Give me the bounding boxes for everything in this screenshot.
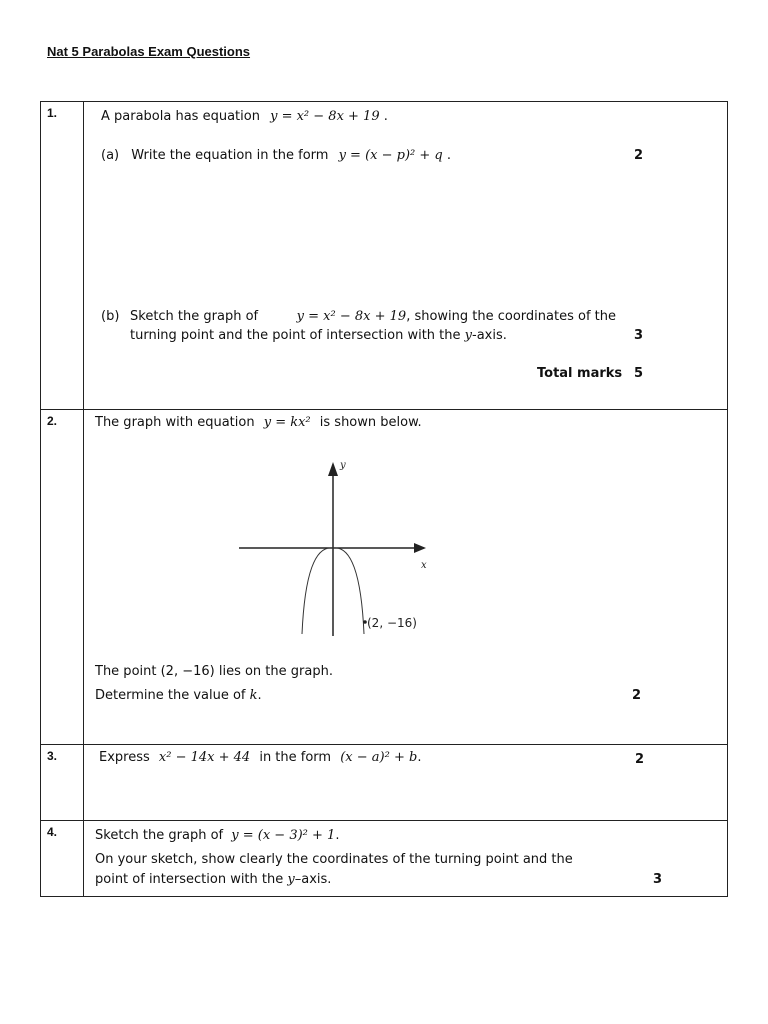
q1-intro-text: A parabola has equation: [101, 109, 260, 124]
q1-part-b-text-3a: turning point and the point of intersection with the: [130, 328, 461, 343]
graph-y-axis-arrow: [328, 462, 338, 476]
graph-point-label: (2, −16): [367, 616, 417, 630]
graph-x-axis-arrow: [414, 543, 426, 553]
q1-part-b-line-1: [130, 309, 616, 324]
q3-marks: 2: [635, 752, 645, 767]
q1-part-a: (a) Write the equation in the form y = (x − p)² + q .: [101, 148, 451, 163]
q1-equation: y = x² − 8x + 19: [270, 109, 380, 124]
question-4-content-cell: [84, 821, 728, 897]
q1-part-a-form: y = (x − p)² + q: [338, 148, 443, 163]
q4-line-2: On your sketch, show clearly the coordinates of the turning point and the: [95, 852, 573, 867]
q1-part-b-label: (b): [101, 309, 120, 324]
question-4-number-cell: [41, 821, 84, 897]
q1-part-b-axis: y: [464, 328, 473, 343]
q1-part-b-text-3b: -axis.: [472, 328, 507, 343]
q3-text-b: in the form: [259, 750, 332, 765]
q2-line-1: The point (2, −16) lies on the graph.: [95, 664, 333, 679]
q3-text: [99, 750, 421, 765]
question-4-number: 4.: [47, 825, 58, 839]
q2-intro-text-b: is shown below.: [319, 415, 422, 430]
page-title: Nat 5 Parabolas Exam Questions: [47, 44, 251, 59]
question-3-row: [41, 745, 728, 821]
q2-line-2-period: .: [257, 688, 262, 703]
questions-table: [40, 101, 728, 897]
q4-line-3-suffix: –axis.: [294, 872, 332, 887]
q1-part-a-label: (a): [101, 148, 120, 163]
q1-part-b-equation: y = x² − 8x + 19: [296, 309, 407, 324]
question-3-number: 3.: [47, 749, 58, 763]
question-1-content-cell: [84, 102, 728, 410]
parabola-graph: [234, 454, 434, 644]
q3-text-a: Express: [99, 750, 150, 765]
question-1-row: [41, 102, 728, 410]
q1-part-b-marks: 3: [634, 328, 644, 343]
q2-intro: [95, 415, 422, 430]
graph-x-label: x: [421, 560, 427, 571]
q1-part-b-text-2: , showing the coordinates of the: [406, 309, 616, 324]
q4-period: .: [335, 828, 340, 843]
graph-y-label: y: [340, 460, 346, 471]
q2-intro-text-a: The graph with equation: [95, 415, 255, 430]
q3-expression: x² − 14x + 44: [158, 750, 251, 765]
q1-part-a-marks: 2: [634, 148, 644, 163]
q2-marks: 2: [632, 688, 642, 703]
q3-period: .: [417, 750, 422, 765]
q1-part-a-text: Write the equation in the form: [131, 148, 329, 163]
q2-line-2-variable: k: [249, 688, 258, 703]
question-2-content-cell: [84, 410, 728, 745]
question-3-number-cell: [41, 745, 84, 821]
question-2-row: [41, 410, 728, 745]
question-1-number: 1.: [47, 106, 58, 120]
q4-line-3-text: point of intersection with the: [95, 872, 284, 887]
q4-line-3-axis: y: [287, 872, 295, 887]
q4-line-1: [95, 828, 339, 843]
q2-intro-equation: y = kx²: [263, 415, 311, 430]
q1-part-b-line-2: [130, 328, 507, 343]
q1-part-b-text-1: Sketch the graph of: [130, 309, 259, 324]
q4-line-3: [95, 872, 331, 887]
q4-text-a: Sketch the graph of: [95, 828, 224, 843]
q1-total-value: 5: [634, 366, 644, 381]
question-4-row: [41, 821, 728, 897]
q1-intro: A parabola has equation y = x² − 8x + 19 .: [101, 109, 388, 124]
q2-line-2-text: Determine the value of: [95, 688, 246, 703]
question-1-number-cell: [41, 102, 84, 410]
q3-form: (x − a)² + b: [340, 750, 418, 765]
q4-marks: 3: [653, 872, 663, 887]
question-2-number-cell: [41, 410, 84, 745]
question-2-number: 2.: [47, 414, 58, 428]
q4-equation: y = (x − 3)² + 1: [231, 828, 336, 843]
question-3-content-cell: [84, 745, 728, 821]
q2-line-2: [95, 688, 262, 703]
q1-total-label: Total marks: [537, 366, 623, 381]
